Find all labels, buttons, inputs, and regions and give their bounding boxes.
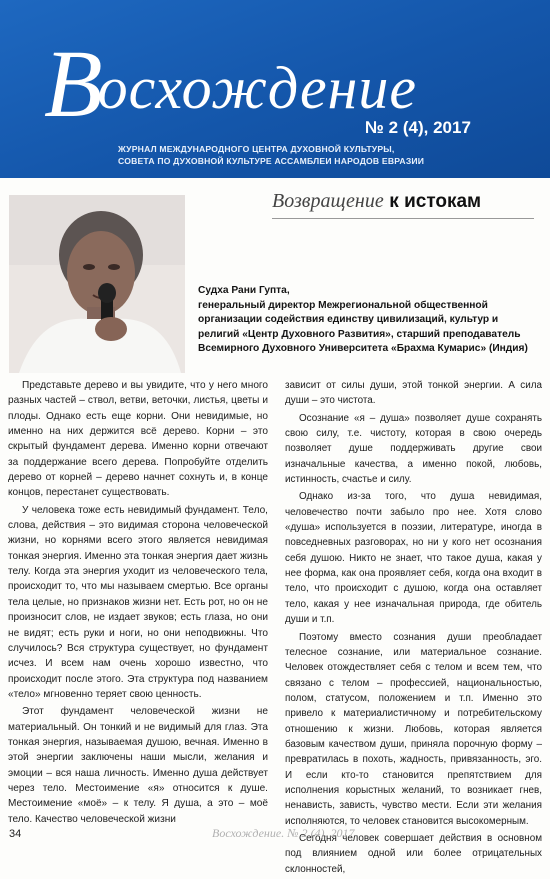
section-divider: [272, 218, 534, 219]
paragraph: Осознание «я – душа» позволяет душе сохранять свою силу, т.е. чистоту, которая в свою очередь позволяет душе поддерживать другие свои изначальные качества, а именно покой, любовь, истинность, счастье и силу.: [285, 412, 542, 486]
author-position: генеральный директор Межрегиональной общественной организации содействия единству цивилизаций, культур и религий «Центр Духовного Развития», старший преподаватель Всемирного Духовного Университета «Брахма Кумарис» (Индия): [198, 299, 528, 355]
paragraph: Представьте дерево и вы увидите, что у него много разных частей – ствол, ветви, веточки, листья, цветы и плоды. Однако есть еще корни. Они невидимые, но именно на них держится всё дерево. Корни – это скрытый фундамент дерева. Именно корни отвечают за поддержание всего дерева. Попробуйте отделить дерево от корней – дерево начнет сохнуть и, в конце концов, перестанет существовать.: [8, 380, 268, 499]
subtitle-line-2: СОВЕТА ПО ДУХОВНОЙ КУЛЬТУРЕ АССАМБЛЕИ НАРОДОВ ЕВРАЗИИ: [118, 156, 425, 166]
article-column-right: [285, 378, 542, 879]
paragraph: Сегодня человек совершает действия в основном под влиянием одной или более отрицательных склонностей,: [285, 832, 542, 875]
author-portrait-illustration: [9, 195, 185, 373]
magazine-header: [0, 0, 550, 178]
section-title-bold: к истокам: [389, 191, 482, 212]
paragraph: зависит от силы души, этой тонкой энергии. А сила души – это чистота.: [285, 380, 542, 407]
paragraph: Поэтому вместо сознания души преобладает телесное сознание, или материальное сознание. Человек отождествляет себя с телом и всем тем, что связано с телом – профессией, национальностью, полом, статусом, положением и т.п. Именно это привело к материалистичному и потребительскому отношению к жизни. Любовь, которая является базовым качеством души, приняла порочную форму – превратилась в похоть, жадность, привязанность, эго. И если кто-то становится препятствием для исполнения корыстных желаний, то возникает гнев, ненависть, зависть, чувство мести. Если эти желания исполняются, то человек становится высокомерным.: [285, 631, 542, 827]
magazine-subtitle: [118, 143, 424, 167]
section-title-italic: Возвращение: [272, 190, 384, 212]
paragraph: Однако из-за того, что душа невидимая, человечество почти забыло про нее. Хотя слово «душа» используется в поэзии, литературе, иногда в повседневных разговорах, но ни у кого нет осознания себя душою. Никто не знает, что такое душа, какая у нее форма, как она проявляет себя, когда она входит в тело, что происходит с душою, когда она оставляет тело, какая у нее изначальная природа, где обитель души и т.п.: [285, 491, 542, 626]
author-photo: [9, 195, 185, 373]
author-bio: [198, 284, 538, 357]
section-title: [272, 190, 481, 213]
magazine-title-rest: осхождение: [97, 55, 418, 121]
subtitle-line-1: ЖУРНАЛ МЕЖДУНАРОДНОГО ЦЕНТРА ДУХОВНОЙ КУЛЬТУРЫ,: [118, 144, 395, 154]
author-name: Судха Рани Гупта,: [198, 285, 290, 296]
page-number: 34: [9, 828, 22, 840]
article-column-left: [8, 378, 268, 829]
footer-magazine-title: Восхождение. № 2 (4). 2017: [212, 826, 355, 840]
paragraph: У человека тоже есть невидимый фундамент. Тело, слова, действия – это видимая сторона человеческой жизни, но корнями всего этого является невидимая тонкая энергия. Именно эта тонкая энергия дает жизнь телу. Когда эта энергия уходит из человеческого тела, происходит то, что мы называем смертью. Все органы тела целые, но признаков жизни нет. Есть рот, но он не произносит слов, не издает звуков; есть глаза, но они не видят; есть руки и ноги, но они неподвижны. Что случилось? Вся структура существует, но фундамент исчез. И всем нам очень хорошо известно, что происходит после этого. Эта структура под названием «тело» мгновенно теряет свою ценность.: [8, 504, 268, 700]
magazine-title-initial: В: [44, 30, 104, 137]
paragraph: Этот фундамент человеческой жизни не материальный. Он тонкий и не видимый для глаз. Эта тонкая энергия, называемая душою, вечная. Именно в этой энергии заключены наши мысли, желания и эмоции – вся наша личность. Именно душа действует через тело. Местоимение «я» относится к душе. Местоимение «моё» – к телу. Я душа, а это – моё тело. Качество человеческой жизни: [8, 706, 268, 825]
issue-number: № 2 (4), 2017: [365, 118, 471, 137]
